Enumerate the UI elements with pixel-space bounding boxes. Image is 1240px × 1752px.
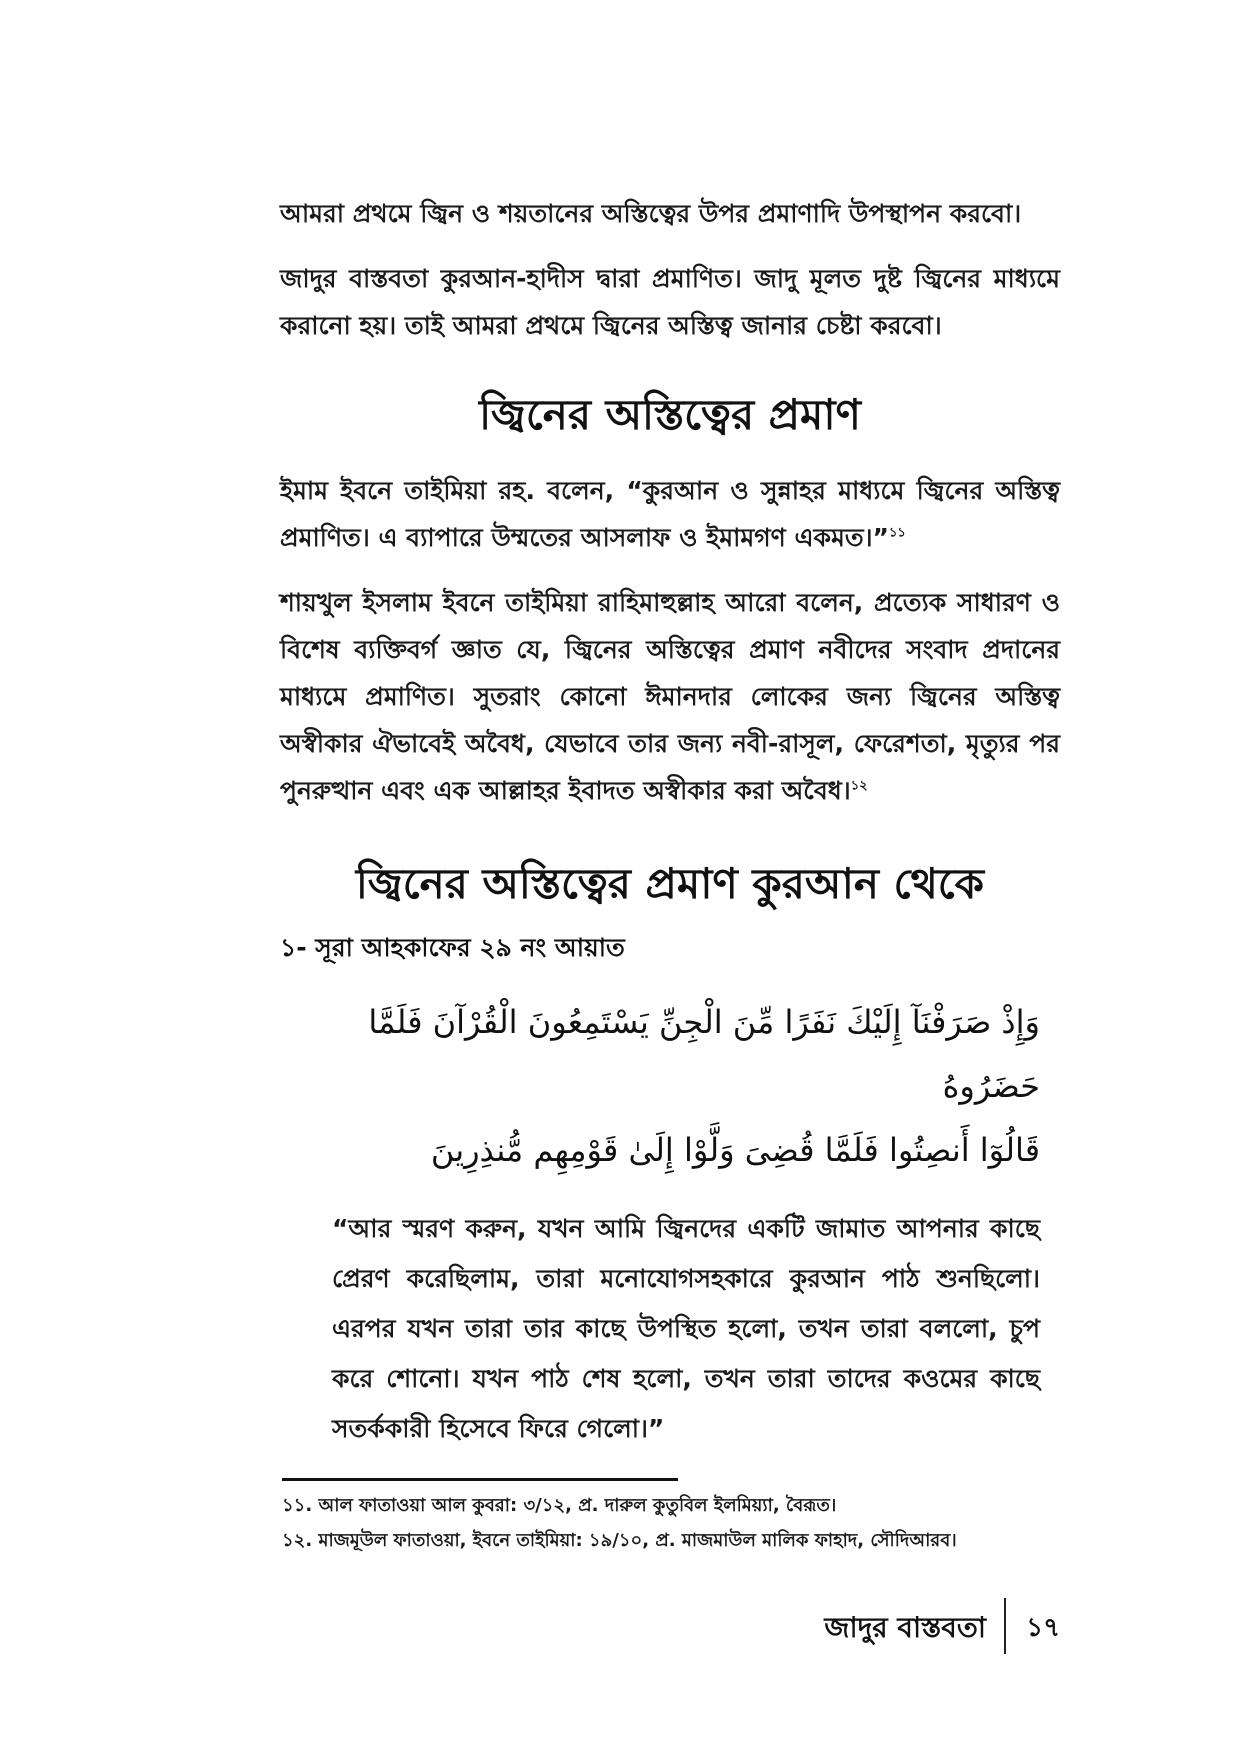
surah-ahqaf-item-title: ১- সূরা আহকাফের ২৯ নং আয়াত: [280, 933, 625, 962]
footer-divider: [1004, 1598, 1006, 1654]
footnote-11: ১১. আল ফাতাওয়া আল কুবরা: ৩/১২, প্র. দারুল কুতুবিল ইলমিয়্যা, বৈরূত।: [282, 1495, 837, 1516]
page-body: [280, 190, 1060, 1454]
page-number: ১৭: [1026, 1613, 1060, 1643]
running-footer-title: জাদুর বাস্তবতা: [824, 1611, 986, 1644]
footnote-12: ১২. মাজমূউল ফাতাওয়া, ইবনে তাইমিয়া: ১৯/১০, প্র. মাজমাউল মালিক ফাহাদ, সৌদিআরব।: [282, 1530, 957, 1551]
section-heading-existence-proof: জ্বিনের অস্তিত্বের প্রমাণ: [479, 390, 861, 439]
footnote-ref-12[interactable]: ১২: [850, 778, 868, 794]
intro-paragraph-1: আমরা প্রথমে জ্বিন ও শয়তানের অস্তিত্বের উপর প্রমাণাদি উপস্থাপন করবো।: [280, 199, 1022, 228]
footnote-ref-11[interactable]: ১১: [889, 525, 906, 541]
paragraph-text: শায়খুল ইসলাম ইবনে তাইমিয়া রাহিমাহুল্লাহ আরো বলেন, প্রত্যেক সাধারণ ও বিশেষ ব্যক্তিবর্গ জ্ঞাত যে, জ্বিনের অস্তিত্বের প্রমাণ নবীদের সংবাদ প্রদানের মাধ্যমে প্রমাণিত। সুতরাং কোনো ঈমানদার লোকের জন্য জ্বিনের অস্তিত্ব অস্বীকার ঐভাবেই অবৈধ, যেভাবে তার জন্য নবী-রাসূল, ফেরেশতা, মৃত্যুর পর পুনরুত্থান এবং এক আল্লাহর ইবাদত অস্বীকার করা অবৈধ।: [280, 588, 1060, 805]
arabic-verse-line-2: قَالُوٓا أَنصِتُوا فَلَمَّا قُضِىَ وَلَّوْا إِلَىٰ قَوْمِهِم مُّنذِرِينَ: [430, 1131, 1040, 1169]
intro-paragraph-2: জাদুর বাস্তবতা কুরআন-হাদীস দ্বারা প্রমাণিত। জাদু মূলত দুষ্ট জ্বিনের মাধ্যমে করানো হয়। তাই আমরা প্রথমে জ্বিনের অস্তিত্ব জানার চেষ্টা করবো।: [280, 264, 1060, 340]
section-heading-quran-proof: জ্বিনের অস্তিত্বের প্রমাণ কুরআন থেকে: [355, 859, 985, 908]
quote-text: ইমাম ইবনে তাইমিয়া রহ. বলেন, “কুরআন ও সুন্নাহর মাধ্যমে জ্বিনের অস্তিত্ব প্রমাণিত। এ ব্যাপারে উম্মতের আসলাফ ও ইমামগণ একমত।”: [280, 476, 1060, 552]
arabic-verse-line-1: وَإِذْ صَرَفْنَآ إِلَيْكَ نَفَرًا مِّنَ الْجِنِّ يَسْتَمِعُونَ الْقُرْآنَ فَلَمَّا حَضَرُوهُ: [368, 1003, 1040, 1105]
footnote-divider: [282, 1478, 678, 1481]
verse-translation: “আর স্মরণ করুন, যখন আমি জ্বিনদের একটি জামাত আপনার কাছে প্রেরণ করেছিলাম, তারা মনোযোগসহকারে কুরআন পাঠ শুনছিলো। এরপর যখন তারা তার কাছে উপস্থিত হলো, তখন তারা বললো, চুপ করে শোনো। যখন পাঠ শেষ হলো, তখন তারা তাদের কওমের কাছে সতর্ককারী হিসেবে ফিরে গেলো।”: [332, 1214, 1040, 1443]
footnotes: [282, 1488, 1062, 1558]
ibn-taymiyyah-quote-paragraph: [280, 467, 1060, 561]
shaykhul-islam-paragraph: [280, 579, 1060, 814]
running-footer: [800, 1598, 1064, 1654]
arabic-verse: [280, 990, 1060, 1182]
